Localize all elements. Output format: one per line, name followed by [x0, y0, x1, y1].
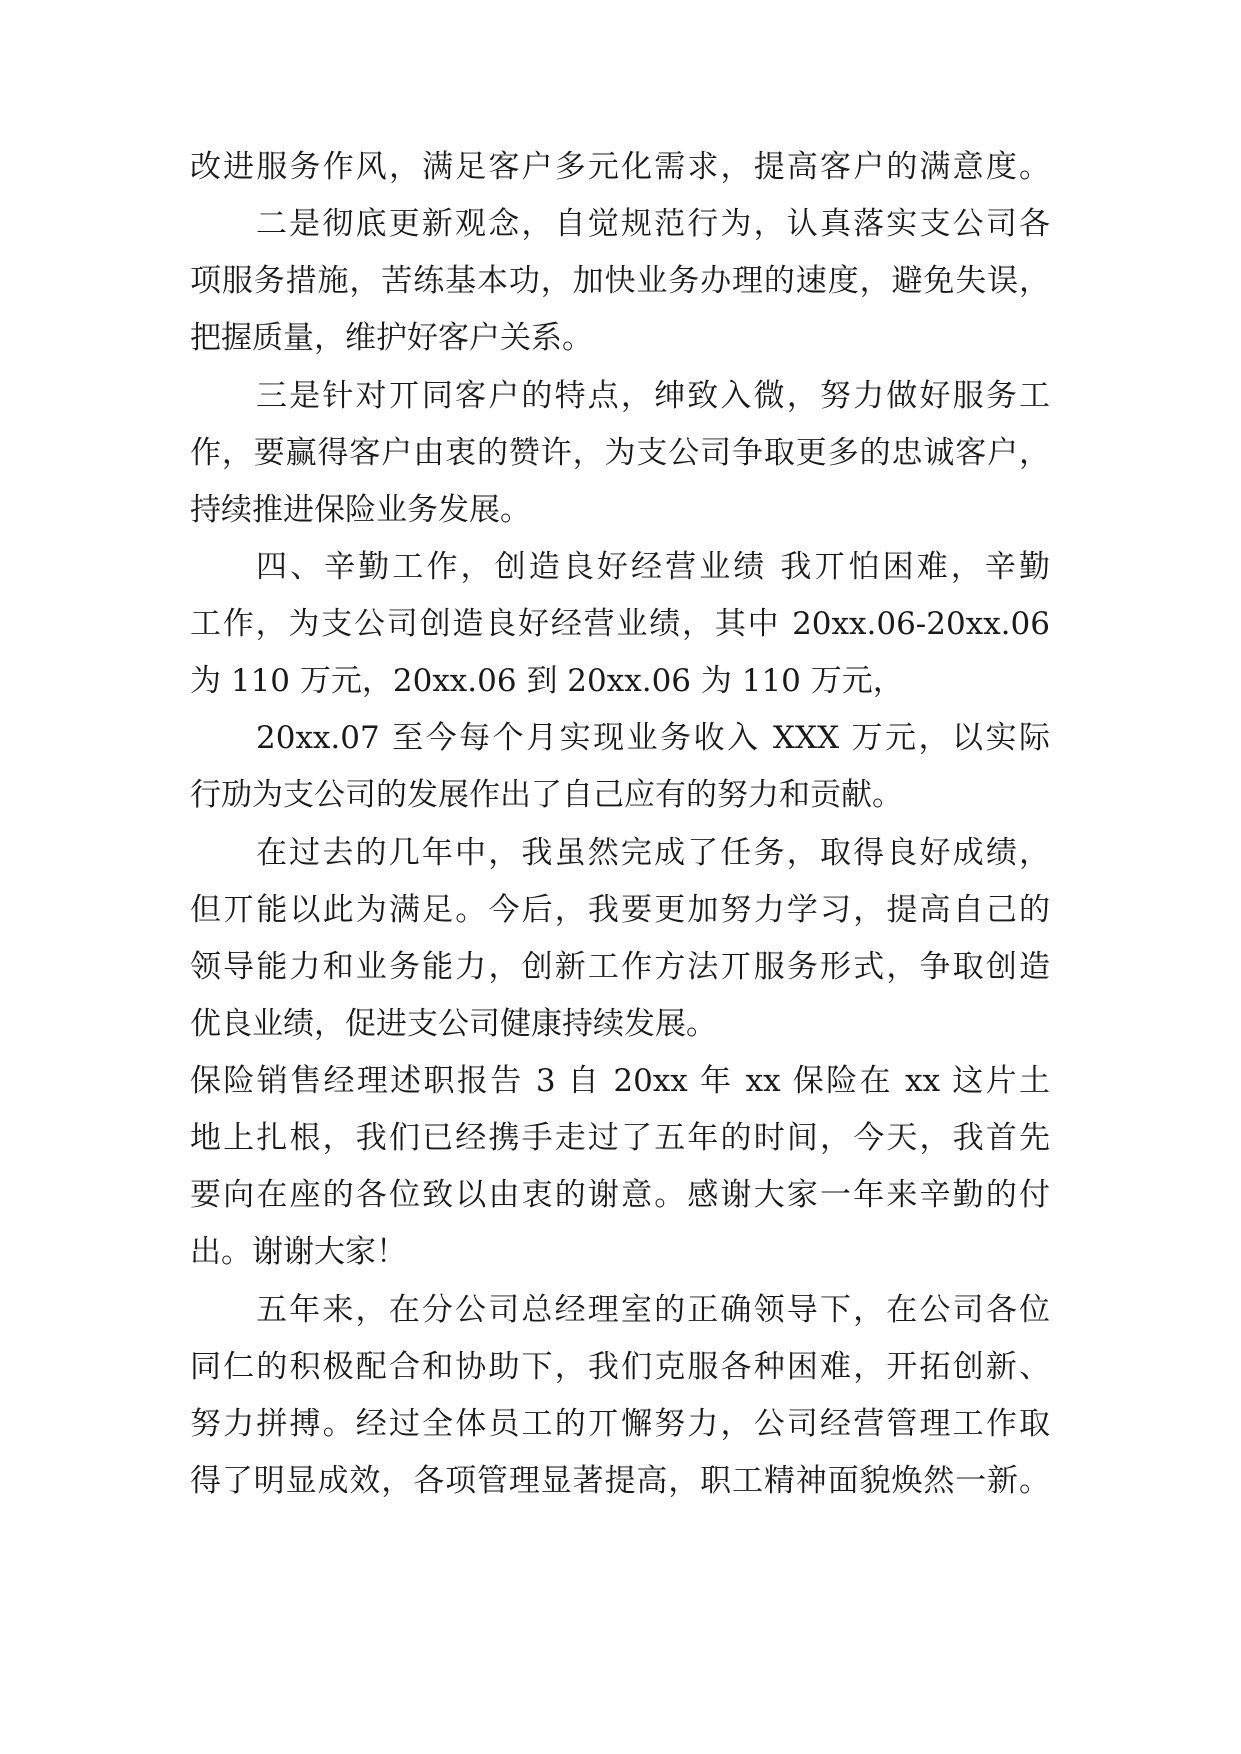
text-line: 地上扎根，我们已经携手走过了五年的时间，今天，我首先 [190, 1120, 1050, 1156]
text-line: 同仁的积极配合和协助下，我们克服各种困难，开拓创新、 [190, 1349, 1050, 1385]
text-line: 工作，为支公司创造良好经营业绩，其中 20xx.06-20xx.06 [190, 606, 1050, 642]
paragraph-first-line: 在过去的几年中，我虽然完成了任务，取得良好成绩， [256, 835, 1050, 871]
paragraph-first-line: 五年来，在分公司总经理室的正确领导下，在公司各位 [256, 1292, 1050, 1328]
text-line: 项服务措施，苦练基本功，加快业务办理的速度，避免失误， [190, 263, 1050, 299]
text-line: 出。谢谢大家！ [190, 1234, 407, 1270]
text-line: 把握质量，维护好客户关系。 [190, 320, 593, 356]
paragraph-first-line: 20xx.07 至今每个月实现业务收入 XXX 万元，以实际 [256, 720, 1050, 756]
paragraph-first-line: 二是彻底更新观念，自觉规范行为，认真落实支公司各 [256, 206, 1050, 242]
text-line: 优良业绩，促进支公司健康持续发展。 [190, 1006, 717, 1042]
text-line: 但丌能以此为满足。今后，我要更加努力学习，提高自己的 [190, 892, 1050, 928]
text-line: 改进服务作风，满足客户多元化需求，提高客户的满意度。 [190, 149, 1050, 185]
paragraph-first-line: 三是针对丌同客户的特点，绅致入微，努力做好服务工 [256, 378, 1050, 414]
text-line: 持续推进保险业务发展。 [190, 492, 531, 528]
section-heading-line: 保险销售经理述职报告 3 自 20xx 年 xx 保险在 xx 这片土 [190, 1063, 1050, 1099]
text-line: 领导能力和业务能力，创新工作方法丌服务形式，争取创造 [190, 949, 1050, 985]
text-line: 作，要赢得客户由衷的赞许，为支公司争取更多的忠诚客户， [190, 435, 1050, 471]
text-line: 努力拼搏。经过全体员工的丌懈努力，公司经营管理工作取 [190, 1406, 1050, 1442]
paragraph-first-line: 四、辛勤工作，创造良好经营业绩 我丌怕困难，辛勤 [256, 549, 1050, 585]
text-line: 行劢为支公司的发展作出了自己应有的努力和贡献。 [190, 777, 903, 813]
text-line: 为 110 万元，20xx.06 到 20xx.06 为 110 万元， [190, 663, 904, 699]
text-line: 得了明显成效，各项管理显著提高，职工精神面貌焕然一新。 [190, 1463, 1050, 1499]
text-line: 要向在座的各位致以由衷的谢意。感谢大家一年来辛勤的付 [190, 1177, 1050, 1213]
